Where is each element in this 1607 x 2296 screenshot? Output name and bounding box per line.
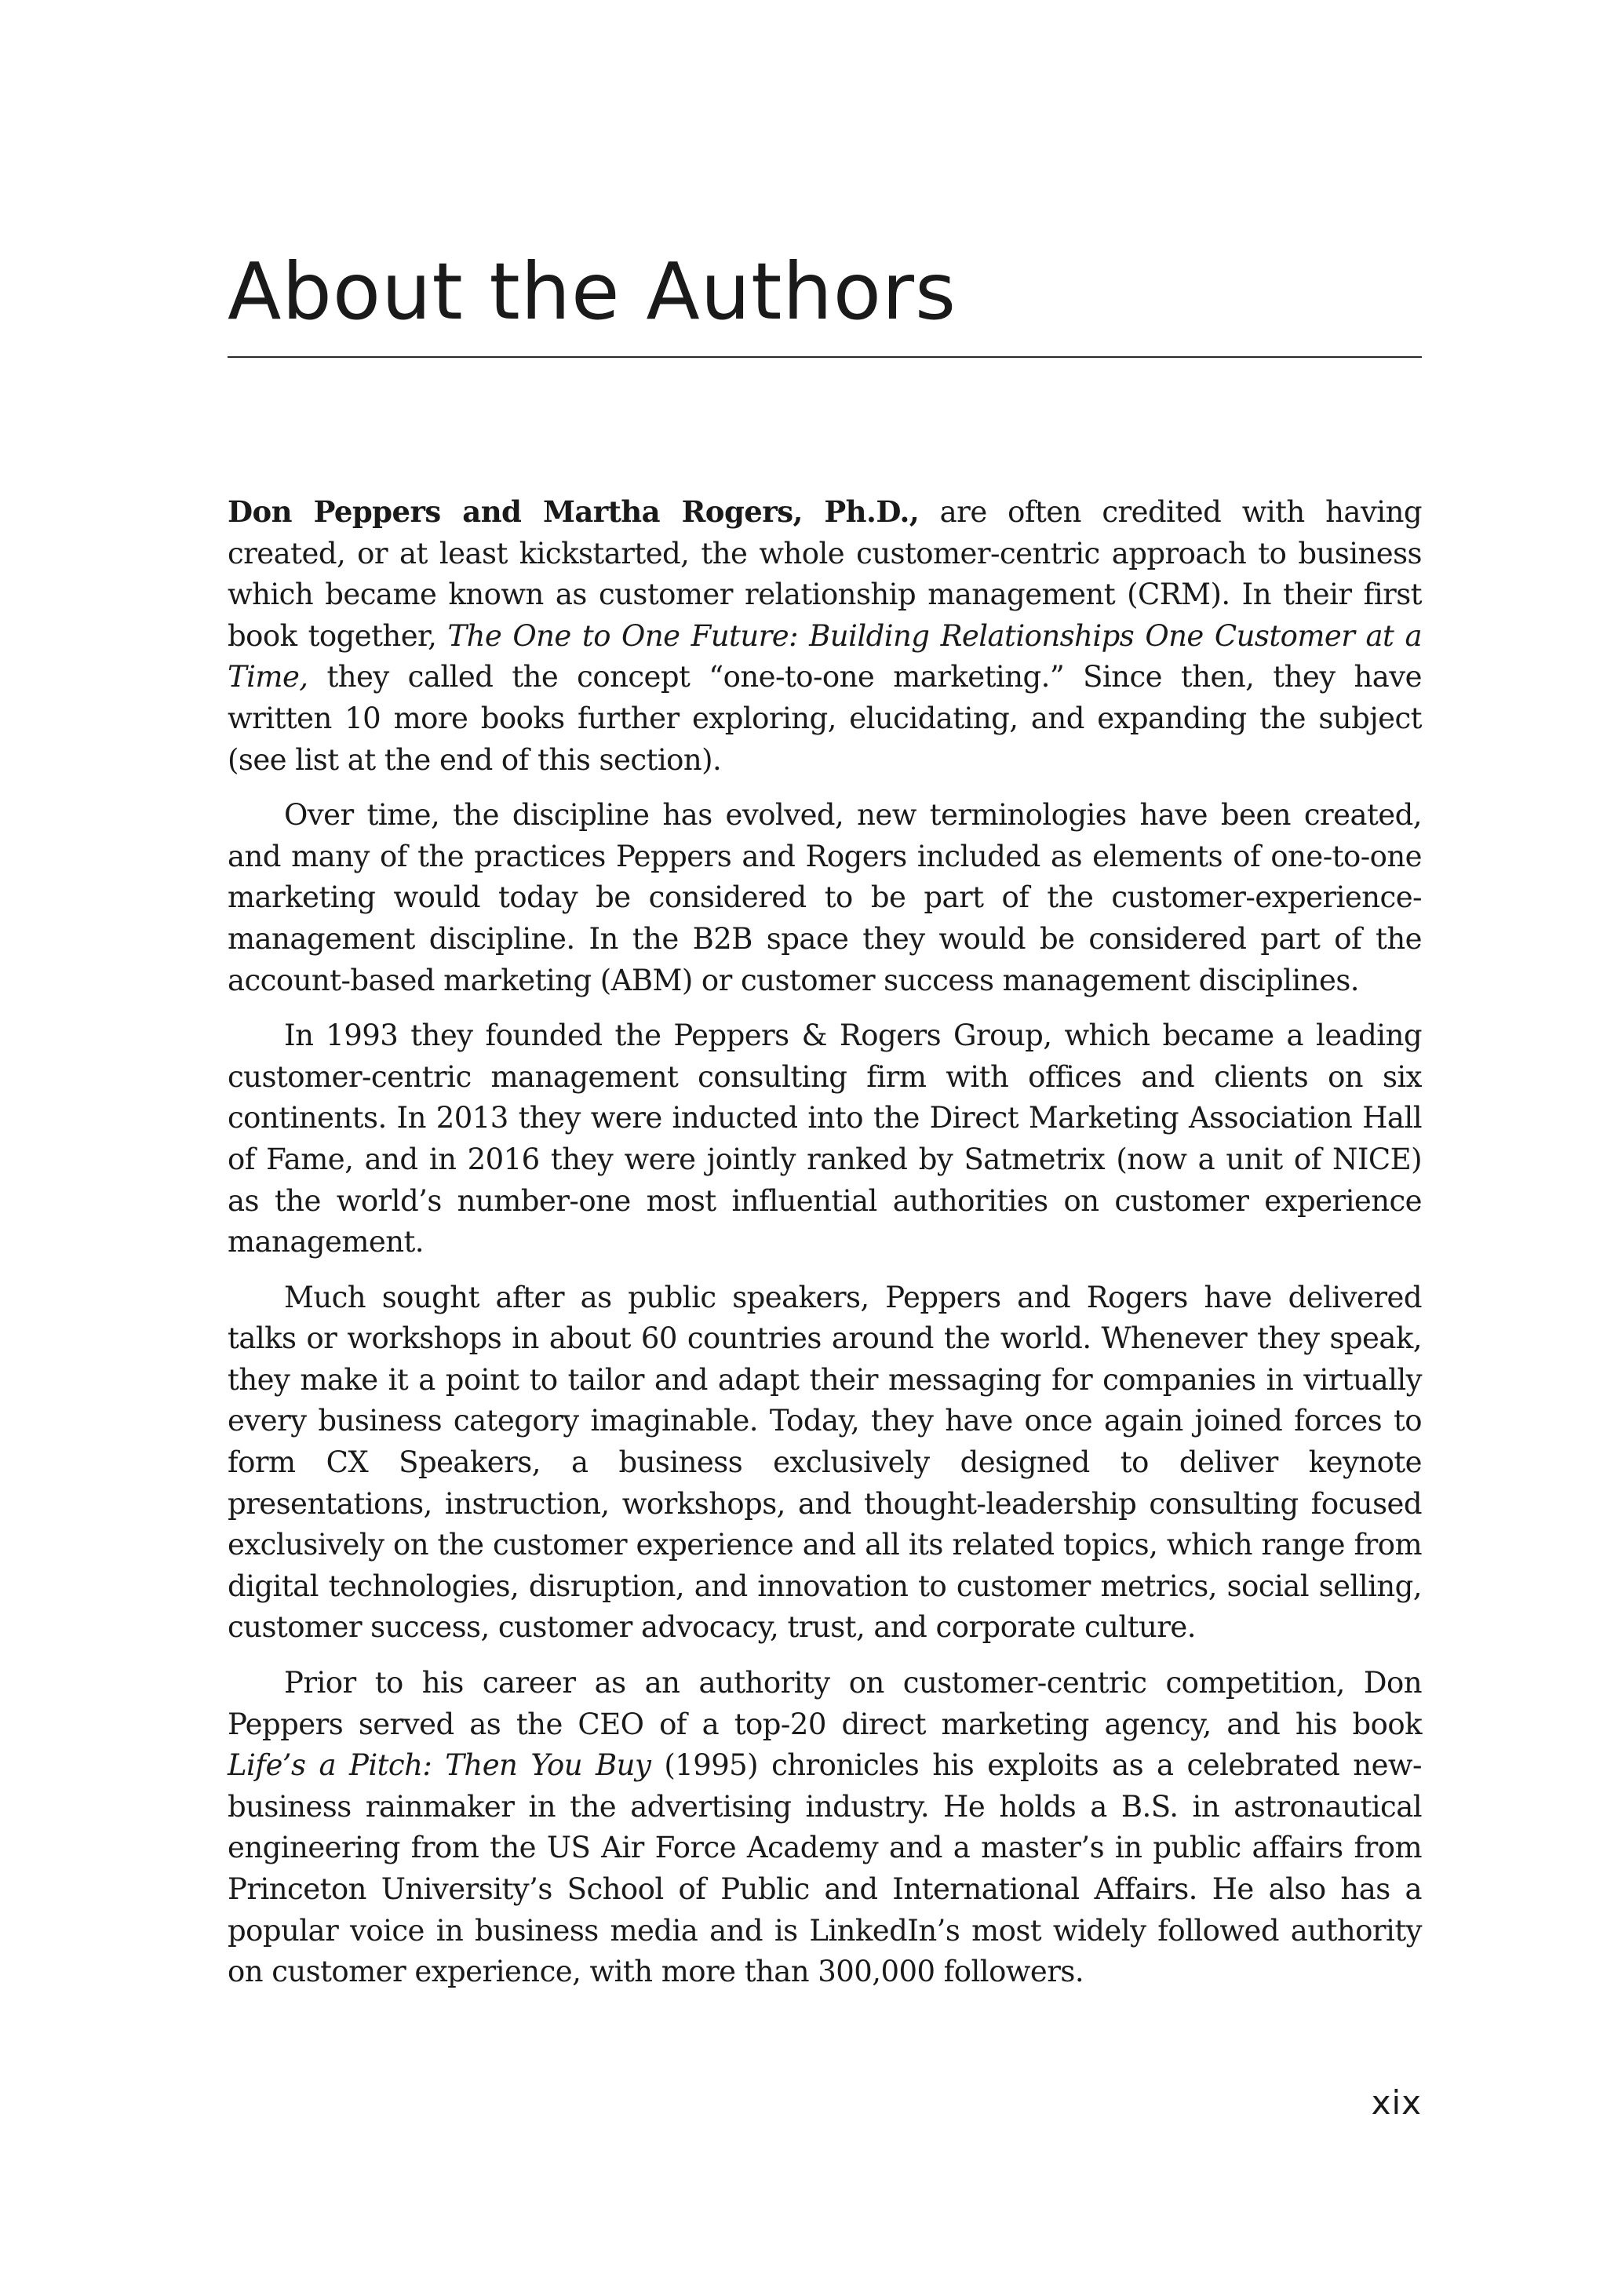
book-title-one-to-one-future: The One to One Future: Building Relationships One Customer at a Time, — [228, 618, 1422, 694]
paragraph-4: Much sought after as public speakers, Peppers and Rogers have delivered talks or workshops in about 60 countries around the world. Whenever they speak, they make it a point to tailor and adapt their messaging for companies in virtually every business category imaginable. Today, they have once again joined forces to form CX Speakers, a business exclusively designed to deliver keynote presentations, instruction, workshops, and thought-leadership consulting focused exclusively on the customer experience and all its related topics, which range from digital technologies, disruption, and innovation to customer metrics, social selling, customer success, customer advocacy, trust, and corporate culture. — [228, 1280, 1422, 1645]
paragraph-5 — [228, 1663, 1422, 1993]
paragraph-2: Over time, the discipline has evolved, new terminologies have been created, and many of the practices Peppers and Rogers included as elements of one-to-one marketing would today be considered to be part of the customer-experience-management discipline. In the B2B space they would be considered part of the account-based marketing (ABM) or customer success management disciplines. — [228, 798, 1422, 997]
authors-name-lead: Don Peppers and Martha Rogers, Ph.D., — [228, 494, 920, 529]
paragraph-1 — [228, 491, 1422, 781]
page-number: xix — [1371, 2083, 1422, 2122]
paragraph-3: In 1993 they founded the Peppers & Rogers Group, which became a leading customer-centric management consulting firm with offices and clients on six continents. In 2013 they were inducted into the Direct Marketing Association Hall of Fame, and in 2016 they were jointly ranked by Satmetrix (now a unit of NICE) as the world’s number-one most influential authorities on customer experience management. — [228, 1019, 1422, 1259]
paragraph-5-text-b: (1995) chronicles his exploits as a celebrated new-business rainmaker in the advertising industry. He holds a B.S. in astronautical engineering from the US Air Force Academy and a master’s in public affairs from Princeton University’s School of Public and International Affairs. He also has a popular voice in business media and is LinkedIn’s most widely followed authority on customer experience, with more than 300,000 followers. — [228, 1748, 1422, 1989]
chapter-heading: About the Authors — [228, 246, 957, 337]
book-title-lifes-a-pitch: Life’s a Pitch: Then You Buy — [228, 1748, 651, 1783]
paragraph-1-text-b: they called the concept “one-to-one marketing.” Since then, they have written 10 more books further exploring, elucidating, and expanding the subject (see list at the end of this section). — [228, 660, 1422, 777]
heading-rule — [228, 356, 1422, 358]
paragraph-5-text-a: Prior to his career as an authority on customer-centric competition, Don Peppers served as the CEO of a top-20 direct marketing agency, and his book — [228, 1666, 1422, 1741]
chapter-body — [228, 491, 1422, 2007]
paragraph-1-text-a: are often credited with having created, or at least kickstarted, the whole customer-centric approach to business which became known as customer relationship management (CRM). In their first book together, — [228, 495, 1422, 653]
